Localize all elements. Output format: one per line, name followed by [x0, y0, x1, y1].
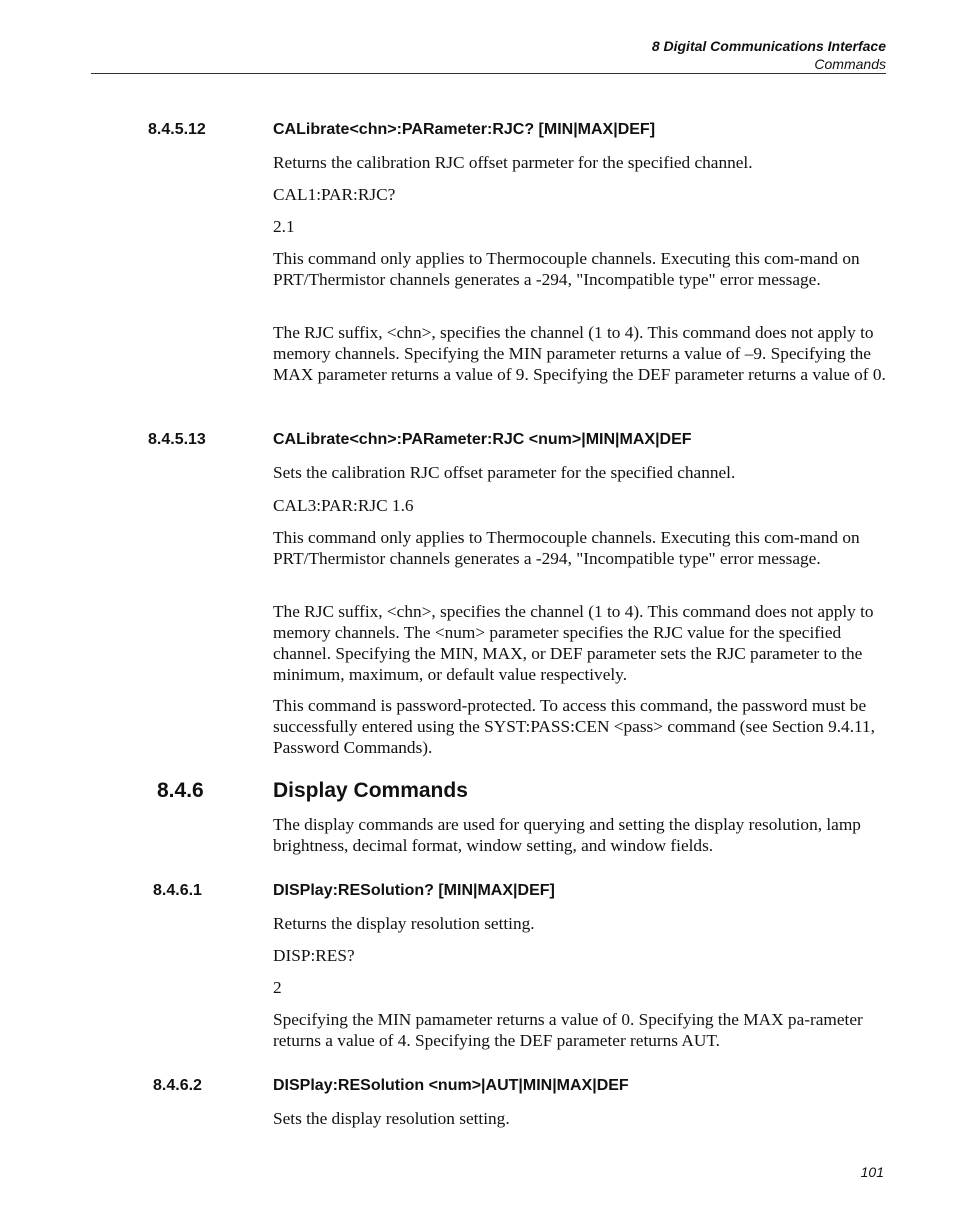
heading-title: CALibrate<chn>:PARameter:RJC <num>|MIN|MAX|DEF [273, 431, 692, 448]
command-example: CAL1:PAR:RJC? [273, 185, 396, 204]
command-example: CAL3:PAR:RJC 1.6 [273, 496, 414, 515]
heading-number: 8.4.6.1 [153, 882, 202, 899]
header-rule [91, 73, 886, 74]
running-header-chapter: 8 Digital Communications Interface [651, 38, 886, 54]
paragraph: This command is password-protected. To access this command, the password must be successfully entered using the SYST:PASS:CEN <pass> command (see Section 9.4.11, Password Commands). [273, 696, 875, 757]
paragraph: Sets the calibration RJC offset parameter for the specified channel. [273, 463, 736, 482]
paragraph: This command only applies to Thermocouple channels. Executing this com-mand on PRT/Thermistor channels generates a -294, "Incompatible type" error message. [273, 528, 860, 568]
command-example: DISP:RES? [273, 946, 355, 965]
paragraph: Sets the display resolution setting. [273, 1109, 510, 1128]
paragraph: Specifying the MIN pamameter returns a value of 0. Specifying the MAX pa-rameter returns a value of 4. Specifying the DEF parameter returns AUT. [273, 1010, 863, 1050]
heading-number: 8.4.5.12 [148, 121, 206, 138]
command-response: 2 [273, 978, 282, 997]
command-response: 2.1 [273, 217, 295, 236]
heading-number: 8.4.5.13 [148, 431, 206, 448]
running-header-section: Commands [814, 56, 886, 72]
paragraph: The RJC suffix, <chn>, specifies the channel (1 to 4). This command does not apply to memory channels. Specifying the MIN parameter returns a value of –9. Specifying the MAX parameter returns a value of 9. Specifying the DEF parameter returns a value of 0. [273, 323, 886, 384]
heading-title: Display Commands [273, 779, 468, 802]
paragraph: Returns the display resolution setting. [273, 914, 535, 933]
paragraph: This command only applies to Thermocouple channels. Executing this com-mand on PRT/Thermistor channels generates a -294, "Incompatible type" error message. [273, 249, 860, 289]
heading-number: 8.4.6 [157, 779, 204, 802]
paragraph: The RJC suffix, <chn>, specifies the channel (1 to 4). This command does not apply to memory channels. The <num> parameter specifies the RJC value for the specified channel. Specifying the MIN, MAX, or DEF parameter sets the RJC parameter to the minimum, maximum, or default value respectively. [273, 602, 874, 684]
heading-title: DISPlay:RESolution <num>|AUT|MIN|MAX|DEF [273, 1077, 629, 1094]
page-number: 101 [860, 1164, 884, 1180]
heading-title: CALibrate<chn>:PARameter:RJC? [MIN|MAX|DEF] [273, 121, 656, 138]
heading-title: DISPlay:RESolution? [MIN|MAX|DEF] [273, 882, 555, 899]
paragraph: The display commands are used for querying and setting the display resolution, lamp brightness, decimal format, window setting, and window fields. [273, 815, 861, 855]
paragraph: Returns the calibration RJC offset parmeter for the specified channel. [273, 153, 753, 172]
heading-number: 8.4.6.2 [153, 1077, 202, 1094]
